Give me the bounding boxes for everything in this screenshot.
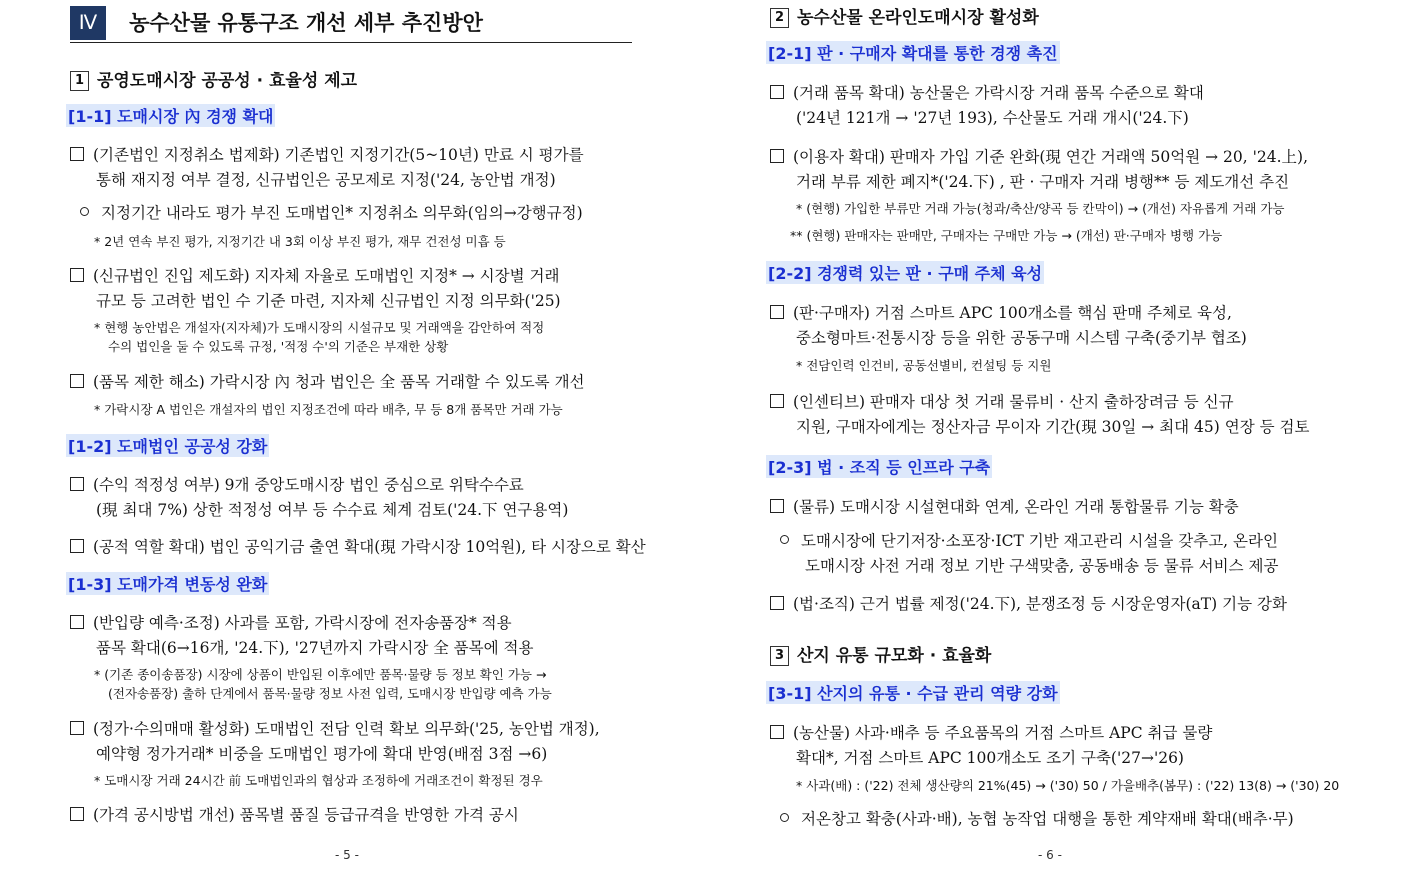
checkbox-square-icon — [70, 807, 84, 821]
bullet-item: (거래 품목 확대) 농산물은 가락시장 거래 품목 수준으로 확대 — [770, 81, 1204, 103]
circle-item-cont: 도매시장 사전 거래 정보 기반 구색맞춤, 공동배송 등 물류 서비스 제공 — [805, 557, 1279, 575]
bullet-item-cont: 예약형 정가거래* 비중을 도매법인 평가에 확대 반영(배점 3점 →6) — [96, 745, 548, 763]
chapter-heading — [70, 6, 483, 40]
bullet-item-cont: 품목 확대(6→16개, '24.下), '27년까지 가락시장 全 품목에 적용 — [96, 639, 534, 657]
bullet-item: (판·구매자) 거점 스마트 APC 100개소를 핵심 판매 주체로 육성, — [770, 301, 1232, 323]
subsection-1-3: [1-3] 도매가격 변동성 완화 — [66, 572, 269, 595]
bullet-item: (품목 제한 해소) 가락시장 內 청과 법인은 全 품목 거래할 수 있도록 개선 — [70, 370, 585, 392]
bullet-item: (가격 공시방법 개선) 품목별 품질 등급규격을 반영한 가격 공시 — [70, 803, 519, 825]
checkbox-square-icon — [70, 539, 84, 553]
page-number: - 5 - — [335, 848, 359, 862]
section-number: 1 — [70, 71, 89, 91]
page-right — [700, 0, 1403, 872]
footnote: * (기존 종이송품장) 시장에 상품이 반입된 이후에만 품목·물량 등 정보 확인 가능 → — [94, 667, 547, 682]
bullet-item-cont: 통해 재지정 여부 결정, 신규법인은 공모제로 지정('24, 농안법 개정) — [96, 171, 556, 189]
footnote-cont: (전자송품장) 출하 단계에서 품목·물량 정보 사전 입력, 도매시장 반입량 예측 가능 — [108, 686, 552, 701]
checkbox-square-icon — [770, 85, 784, 99]
bullet-item: (공적 역할 확대) 법인 공익기금 출연 확대(現 가락시장 10억원), 타 시장으로 확산 — [70, 535, 646, 557]
checkbox-square-icon — [770, 149, 784, 163]
section-3-heading: 3 산지 유통 규모화 · 효율화 — [770, 641, 991, 666]
bullet-item: (신규법인 진입 제도화) 지자체 자율로 도매법인 지정* → 시장별 거래 — [70, 264, 559, 286]
bullet-item-cont: 중소형마트·전통시장 등을 위한 공동구매 시스템 구축(중기부 협조) — [796, 329, 1247, 347]
subsection-1-2: [1-2] 도매법인 공공성 강화 — [66, 434, 269, 457]
circle-bullet-icon — [780, 813, 789, 822]
footnote: * 전담인력 인건비, 공동선별비, 컨설팅 등 지원 — [796, 358, 1052, 373]
bullet-item-cont: 확대*, 거점 스마트 APC 100개소도 조기 구축('27→'26) — [796, 749, 1184, 767]
checkbox-square-icon — [70, 615, 84, 629]
bullet-item: (이용자 확대) 판매자 가입 기준 완화(現 연간 거래액 50억원 → 20, '24.上), — [770, 145, 1308, 167]
bullet-item-cont: 거래 부류 제한 폐지*('24.下) , 판 · 구매자 거래 병행** 등 제도개선 추진 — [796, 173, 1290, 191]
footnote: * 2년 연속 부진 평가, 지정기간 내 3회 이상 부진 평가, 재무 건전성 미흡 등 — [94, 234, 506, 249]
subsection-2-3: [2-3] 법 · 조직 등 인프라 구축 — [766, 455, 992, 478]
bullet-item: (농산물) 사과·배추 등 주요품목의 거점 스마트 APC 취급 물량 — [770, 721, 1212, 743]
bullet-item: (수익 적정성 여부) 9개 중앙도매시장 법인 중심으로 위탁수수료 — [70, 473, 524, 495]
footnote: * 도매시장 거래 24시간 前 도매법인과의 협상과 조정하에 거래조건이 확정된 경우 — [94, 773, 543, 788]
bullet-item-cont: 지원, 구매자에게는 정산자금 무이자 기간(現 30일 → 최대 45) 연장 등 검토 — [796, 418, 1310, 436]
subsection-3-1: [3-1] 산지의 유통 · 수급 관리 역량 강화 — [766, 681, 1060, 704]
bullet-item: (반입량 예측·조정) 사과를 포함, 가락시장에 전자송품장* 적용 — [70, 611, 512, 633]
checkbox-square-icon — [770, 725, 784, 739]
section-2-heading: 2 농수산물 온라인도매시장 활성화 — [770, 3, 1039, 28]
bullet-item-cont: 규모 등 고려한 법인 수 기준 마련, 지자체 신규법인 지정 의무화('25) — [96, 292, 561, 310]
bullet-item: (물류) 도매시장 시설현대화 연계, 온라인 거래 통합물류 기능 확충 — [770, 495, 1239, 517]
page-left — [0, 0, 700, 872]
title-underline — [70, 42, 632, 43]
checkbox-square-icon — [70, 721, 84, 735]
bullet-item: (법·조직) 근거 법률 제정('24.下), 분쟁조정 등 시장운영자(aT) 기능 강화 — [770, 592, 1287, 614]
bullet-item: (정가·수의매매 활성화) 도매법인 전담 인력 확보 의무화('25, 농안법 개정), — [70, 717, 600, 739]
chapter-roman-badge: Ⅳ — [70, 6, 106, 40]
checkbox-square-icon — [770, 596, 784, 610]
bullet-item: (기존법인 지정취소 법제화) 기존법인 지정기간(5~10년) 만료 시 평가를 — [70, 143, 584, 165]
circle-item: 도매시장에 단기저장·소포장·ICT 기반 재고관리 시설을 갖추고, 온라인 — [780, 529, 1278, 551]
bullet-item-cont: ('24년 121개 → '27년 193), 수산물도 거래 개시('24.下) — [796, 109, 1189, 127]
bullet-item-cont: (現 최대 7%) 상한 적정성 여부 등 수수료 체계 검토('24.下 연구용역) — [96, 501, 569, 519]
chapter-title: 농수산물 유통구조 개선 세부 추진방안 — [129, 10, 483, 35]
checkbox-square-icon — [70, 477, 84, 491]
bullet-item: (인센티브) 판매자 대상 첫 거래 물류비 · 산지 출하장려금 등 신규 — [770, 390, 1234, 412]
checkbox-square-icon — [770, 305, 784, 319]
subsection-2-1: [2-1] 판 · 구매자 확대를 통한 경쟁 촉진 — [766, 41, 1060, 64]
footnote-cont: 수의 법인을 둘 수 있도록 규정, '적정 수'의 기준은 부재한 상황 — [108, 339, 449, 354]
footnote: * 사과(배) : ('22) 전체 생산량의 21%(45) → ('30) 50 / 가을배추(봄무) : ('22) 13(8) → ('30) 20 — [796, 778, 1340, 793]
footnote: * (현행) 가입한 부류만 거래 가능(청과/축산/양곡 등 칸막이) → (개선) 자유롭게 거래 가능 — [796, 201, 1285, 216]
subsection-2-2: [2-2] 경쟁력 있는 판 · 구매 주체 육성 — [766, 261, 1044, 284]
circle-item: 저온창고 확충(사과·배), 농협 농작업 대행을 통한 계약재배 확대(배추·무) — [780, 807, 1294, 829]
circle-bullet-icon — [80, 207, 89, 216]
footnote: * 현행 농안법은 개설자(지자체)가 도매시장의 시설규모 및 거래액을 감안하여 적정 — [94, 320, 545, 335]
subsection-1-1: [1-1] 도매시장 內 경쟁 확대 — [66, 104, 275, 127]
section-number: 3 — [770, 646, 789, 666]
section-number: 2 — [770, 8, 789, 28]
circle-bullet-icon — [780, 535, 789, 544]
checkbox-square-icon — [70, 374, 84, 388]
section-1-heading: 1 공영도매시장 공공성 · 효율성 제고 — [70, 66, 357, 91]
checkbox-square-icon — [770, 394, 784, 408]
checkbox-square-icon — [770, 499, 784, 513]
page-number: - 6 - — [1038, 848, 1062, 862]
checkbox-square-icon — [70, 147, 84, 161]
checkbox-square-icon — [70, 268, 84, 282]
circle-item: 지정기간 내라도 평가 부진 도매법인* 지정취소 의무화(임의→강행규정) — [80, 201, 583, 223]
footnote: ** (현행) 판매자는 판매만, 구매자는 구매만 가능 → (개선) 판·구매자 병행 가능 — [790, 228, 1223, 243]
footnote: * 가락시장 A 법인은 개설자의 법인 지정조건에 따라 배추, 무 등 8개 품목만 거래 가능 — [94, 402, 563, 417]
